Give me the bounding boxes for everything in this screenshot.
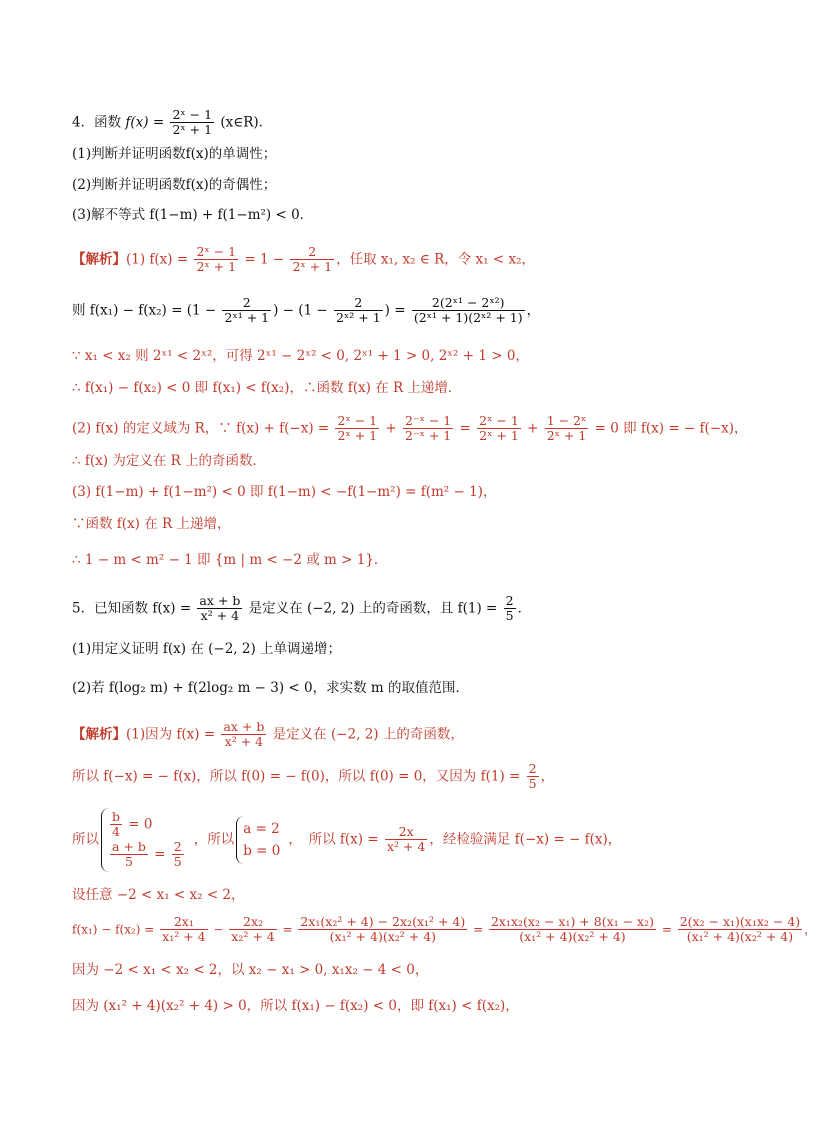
numerator: ax + b [199,593,241,608]
q4-function-lhs: f(x) = [125,114,169,131]
denominator: x₂² + 4 [231,929,275,945]
fraction [172,840,184,870]
numerator: 2x₁ [173,914,194,929]
denominator: (2ˣ¹ + 1)(2ˣ² + 1) [413,310,523,326]
denominator: 5 [173,854,182,870]
fraction [110,840,148,870]
s4-line4: ∴ f(x₁) − f(x₂) < 0 即 f(x₁) < f(x₂)，∴函数 f(x) 在 R 上递增． [72,380,462,396]
fraction [298,915,467,945]
numerator: 2ˣ − 1 [172,107,213,122]
s4-line3: ∵ x₁ < x₂ 则 2ˣ¹ < 2ˣ²，可得 2ˣ¹ − 2ˣ² < 0, 2ˣ¹ + 1 > 0, 2ˣ² + 1 > 0， [72,348,529,364]
q5-stem-post: ． [517,600,532,617]
s5-l2-pre: 所以 f(−x) = − f(x)，所以 f(0) = − f(0)，所以 f(0) = 0，又因为 f(1) = [72,768,525,785]
s4-l2-a: (1 − [186,302,221,319]
denominator: x₁² + 4 [162,929,206,945]
numerator: ax + b [223,719,265,734]
fraction [489,915,656,945]
numerator: 2ˣ − 1 [196,244,237,259]
numerator: 2 [242,295,251,310]
denominator: x² + 4 [221,734,266,749]
s5-l2-post: ， [540,768,555,785]
fraction [403,414,453,444]
q5-part2: (2)若 f(log₂ m) + f(2log₂ m − 3) < 0，求实数 m 的取值范围． [72,680,469,696]
numerator: 2⁻ˣ − 1 [405,413,452,428]
fraction [197,594,242,624]
equals: = [658,922,676,937]
numerator: 1 − 2ˣ [546,413,587,428]
numerator: 2x₂ [243,914,264,929]
q5-stem-pre: 5．已知函数 f(x) = [72,600,196,617]
system-row [108,840,186,870]
s5-l5-pre: f(x₁) − f(x₂) = [72,922,159,937]
s4-line2 [72,296,734,326]
equals: = [469,922,487,937]
denominator: 2ˣ + 1 [479,428,519,444]
denominator: 2⁻ˣ + 1 [405,428,452,444]
q4-part3: (3)解不等式 f(1−m) + f(1−m²) < 0． [72,207,314,223]
equals: = [278,922,297,937]
denominator: 5 [505,608,514,624]
q4-domain: (x∈R)． [220,114,273,131]
fraction [194,245,238,275]
s4-l1-mid: = 1 − [240,251,289,268]
s4-line7: (3) f(1−m) + f(1−m²) < 0 即 f(1−m) < −f(1−m²) = f(m² − 1)， [72,484,497,500]
numerator: b [112,809,121,824]
q5-part1: (1)用定义证明 f(x) 在 (−2, 2) 上单调递增； [72,641,342,657]
denominator: 5 [110,854,148,869]
numerator: 2 [505,593,514,608]
denominator: 5 [528,776,537,792]
s4-l2-post: ， [526,302,541,319]
numerator: 2 [173,838,182,854]
numerator: a + b [112,838,146,854]
solution-system [236,816,286,864]
denominator: 2ˣ + 1 [546,428,587,444]
numerator: 2 [354,295,363,310]
s5-l3-pre: 所以 [72,831,99,848]
s4-l2-c: ) = [384,302,410,319]
fraction [110,810,122,840]
numerator: 2ˣ − 1 [479,413,519,428]
system-row [108,810,186,840]
s4-l2-b: ) − (1 − [273,302,333,319]
equation-system [101,808,192,872]
s5-line5 [72,914,816,945]
equals: = [455,420,476,437]
s4-line1 [72,245,734,275]
s4-line5 [72,413,748,444]
fraction [221,720,266,750]
s4-l5-post: = 0 即 f(x) = − f(−x)， [590,420,748,437]
s5-l1-post: 是定义在 (−2, 2) 上的奇函数， [268,726,464,743]
plus: + [522,420,543,437]
plus: + [381,420,402,437]
s5-line2 [72,762,734,792]
s5-l5-post: ， [804,922,816,937]
fraction [412,296,525,326]
fraction [229,915,276,945]
s4-line8: ∵函数 f(x) 在 R 上递增， [72,516,231,532]
row-rhs: = 0 [124,816,153,833]
denominator: 2ˣ + 1 [337,428,378,444]
fraction [504,594,516,624]
numerator: 2 [308,244,317,259]
s5-line3 [72,808,734,872]
s5-l3-mid: ，所以 [193,831,235,848]
fraction [290,245,334,275]
denominator: 2ˣ + 1 [196,259,237,275]
s4-l5-pre: (2) f(x) 的定义域为 R，∵ f(x) + f(−x) = [72,420,334,437]
denominator: 2ˣ + 1 [292,259,333,275]
s4-l1-pre: (1) f(x) = [126,251,193,268]
s5-line6: 因为 −2 < x₁ < x₂ < 2，以 x₂ − x₁ > 0, x₁x₂ − 4 < 0， [72,962,429,978]
denominator: 2ˣ + 1 [172,122,213,138]
q4-part2: (2)判断并证明函数f(x)的奇偶性； [72,177,277,193]
denominator: (x₁² + 4)(x₂² + 4) [489,929,656,944]
solution-tag: 【解析】 [72,726,126,743]
q4-part1: (1)判断并证明函数f(x)的单调性； [72,146,277,162]
denominator: 2ˣ¹ + 1 [224,310,270,326]
s5-line1 [72,720,734,750]
denominator: 2ˣ² + 1 [336,310,381,326]
s4-line6: ∴ f(x) 为定义在 R 上的奇函数． [72,453,267,469]
s5-l3-post: ，经检验满足 f(−x) = − f(x)， [429,831,622,848]
s4-line9: ∴ 1 − m < m² − 1 即 {m | m < −2 或 m > 1}． [72,552,388,568]
s4-l1-post: ，任取 x₁, x₂ ∈ R，令 x₁ < x₂， [336,251,535,268]
denominator: 4 [110,824,122,839]
s5-l1-pre: (1)因为 f(x) = [126,726,220,743]
system-row: a = 2 [243,820,280,837]
fraction [334,296,383,326]
numerator: 2 [528,761,537,776]
denominator: x² + 4 [386,839,426,855]
denominator: (x₁² + 4)(x₂² + 4) [678,929,803,944]
numerator: 2(2ˣ¹ − 2ˣ²) [431,295,505,310]
s5-line4: 设任意 −2 < x₁ < x₂ < 2， [72,887,245,903]
q4-function-fraction [170,108,214,138]
fraction [477,414,521,444]
fraction [385,825,427,855]
q5-stem-mid: 是定义在 (−2, 2) 上的奇函数，且 f(1) = [244,600,502,617]
fraction [335,414,379,444]
s5-l3-mid2: ， 所以 f(x) = [288,831,383,848]
q5-stem [72,594,734,624]
s4-l2-pre: 则 f(x₁) − f(x₂) = [72,302,187,319]
s5-line7: 因为 (x₁² + 4)(x₂² + 4) > 0，所以 f(x₁) − f(x₂) < 0，即 f(x₁) < f(x₂)， [72,998,519,1014]
numerator: 2x₁x₂(x₂ − x₁) + 8(x₁ − x₂) [490,914,654,929]
solution-tag: 【解析】 [72,251,126,268]
fraction [160,915,207,945]
fraction [527,762,539,792]
q4-stem [72,108,734,138]
numerator: 2x₁(x₂² + 4) − 2x₂(x₁² + 4) [300,914,466,929]
denominator: (x₁² + 4)(x₂² + 4) [298,929,467,944]
minus: − [209,922,228,937]
numerator: 2x [398,823,414,839]
numerator: 2ˣ − 1 [337,413,378,428]
q4-stem-number: 4．函数 [72,114,122,131]
equals: = [149,846,170,863]
denominator: x² + 4 [197,608,242,623]
fraction [222,296,271,326]
fraction [678,915,803,945]
numerator: 2(x₂ − x₁)(x₁x₂ − 4) [679,914,801,929]
system-row: b = 0 [243,842,281,859]
fraction [545,414,589,444]
